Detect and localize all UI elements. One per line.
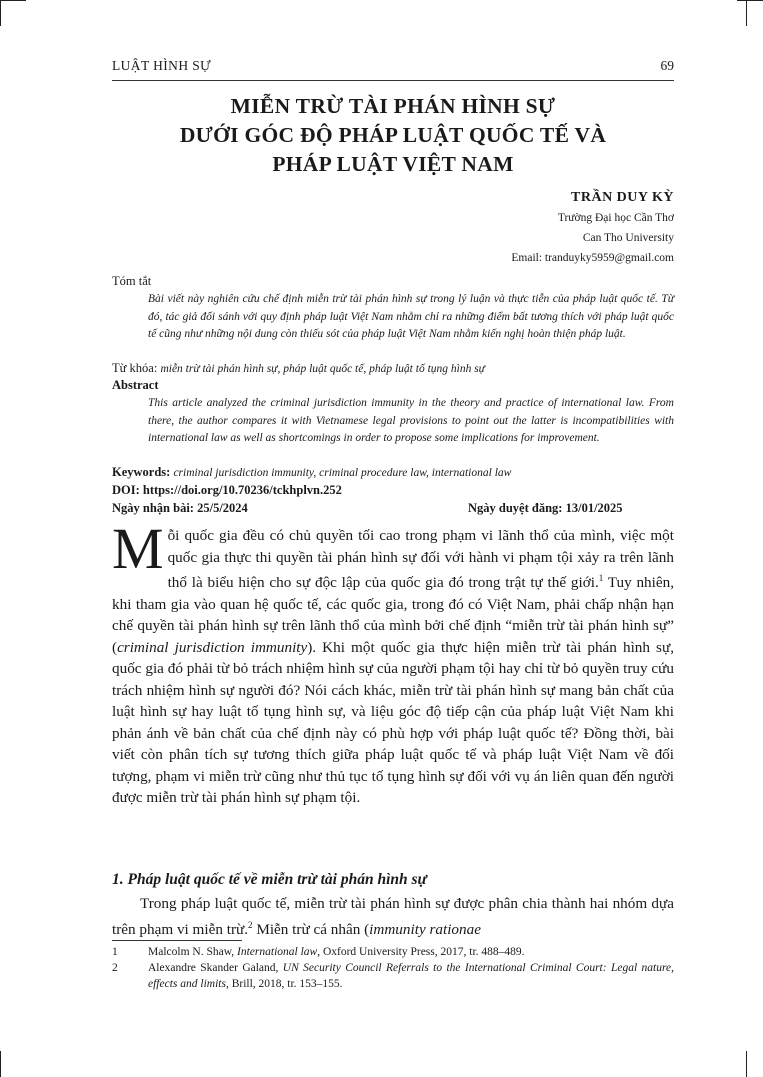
doi: DOI: https://doi.org/10.70236/tckhplvn.252 <box>112 483 342 497</box>
keywords-en-text: criminal jurisdiction immunity, criminal procedure law, international law <box>173 467 512 479</box>
running-title: LUẬT HÌNH SỰ <box>112 58 212 73</box>
affiliation-en: Can Tho University <box>582 232 674 244</box>
footnote: 2 Alexandre Skander Galand, UN Security Council Referrals to the International Criminal Court: Legal nature, effects and limits, Brill, 2018, tr. 153–155. <box>112 962 674 990</box>
abstract-label: Abstract <box>112 378 159 392</box>
keywords-vi-label: Từ khóa: <box>112 361 158 375</box>
author-email: Email: tranduyky5959@gmail.com <box>511 252 674 264</box>
summary-text: Bài viết này nghiên cứu chế định miễn trừ tài phán hình sự trong lý luận và thực tiễn của pháp luật quốc tế. Từ đó, tác giả đối sánh với quy định pháp luật Việt Nam nhằm chỉ ra những điểm bất tương thích với pháp luật quốc tế cũng như những nội dung còn thiếu sót của pháp luật Việt Nam nhằm kiến nghị hoàn thiện pháp luật. <box>148 293 674 340</box>
footnote: 1 Malcolm N. Shaw, International law, Oxford University Press, 2017, tr. 488–489. <box>112 946 525 958</box>
affiliation-vi: Trường Đại học Cần Thơ <box>557 212 674 224</box>
section-heading: 1. Pháp luật quốc tế về miễn trừ tài phán hình sự <box>112 871 427 888</box>
keywords-en-label: Keywords: <box>112 465 171 479</box>
title-line: PHÁP LUẬT VIỆT NAM <box>272 152 514 176</box>
section1-paragraph: Trong pháp luật quốc tế, miễn trừ tài phán hình sự được phân chia thành hai nhóm dựa trên phạm vi miễn trừ.$^2$ Miễn trừ cá nhân (immunity rationae <box>112 895 674 938</box>
footnote-rule <box>112 940 242 941</box>
title-line: MIỄN TRỪ TÀI PHÁN HÌNH SỰ <box>230 94 556 118</box>
received-date: 25/5/2024 <box>197 501 248 515</box>
keywords-vi <box>112 361 692 376</box>
title-line: DƯỚI GÓC ĐỘ PHÁP LUẬT QUỐC TẾ VÀ <box>179 123 607 147</box>
drop-cap: M <box>112 516 164 581</box>
accepted-date: 13/01/2025 <box>565 501 623 515</box>
article-title <box>112 92 674 179</box>
intro-paragraph: Mỗi quốc gia đều có chủ quyền tối cao trong phạm vi lãnh thổ của mình, việc một quốc gia thực thi quyền tài phán hình sự đối với hành vi phạm tội xảy ra trên lãnh thổ là biểu hiện cho sự độc lập của quốc gia đó trong trật tự thế giới.$^1$ Tuy nhiên, khi tham gia vào quan hệ quốc tế, các quốc gia, trong đó có Việt Nam, phải chấp nhận hạn chế quyền tài phán hình sự trên lãnh thổ của mình bởi chế định “miễn trừ tài phán hình sự” (criminal jurisdiction immunity). Khi một quốc gia thực hiện miễn trừ tài phán hình sự, quốc gia đó phải từ bỏ trách nhiệm hình sự của người phạm tội hay chỉ từ bỏ quyền truy cứu trách nhiệm hình sự người đó? Nói cách khác, miễn trừ tài phán hình sự mang bản chất của luật hình sự hay luật tố tụng hình sự, và liệu góc độ tiếp cận của pháp luật Việt Nam khi phản ánh về bản chất của chế định này có phù hợp với pháp luật quốc tế? Đồng thời, bài viết còn phân tích sự tương thích giữa pháp luật quốc tế và pháp luật Việt Nam về đối tượng, phạm vi miễn trừ cũng như thủ tục tố tụng hình sự đối với vụ án liên quan đến người được miễn trừ tài phán hình sự phạm tội. <box>112 516 674 807</box>
received-label: Ngày nhận bài: <box>112 501 194 515</box>
footnote-ref: 1 <box>598 573 604 583</box>
abstract-text: This article analyzed the criminal jurisdiction immunity in the theory and practice of international law. From there, the author compares it with Vietnamese legal provisions to point out the latter is incompatibilities with international law as well as shortcomings in order to propose some implications for improvement. <box>148 397 674 444</box>
running-head <box>112 58 674 78</box>
page-number: 69 <box>660 58 674 73</box>
author-name: TRẦN DUY KỲ <box>571 190 674 205</box>
accepted-group <box>468 501 623 516</box>
footnote-ref: 2 <box>248 919 253 930</box>
dates-row <box>112 501 692 516</box>
summary-label: Tóm tắt <box>112 274 152 288</box>
accepted-label: Ngày duyệt đăng: <box>468 501 563 515</box>
header-rule <box>112 80 674 81</box>
keywords-vi-text: miễn trừ tài phán hình sự, pháp luật quốc tế, pháp luật tố tụng hình sự <box>160 363 485 375</box>
keywords-en <box>112 465 692 480</box>
